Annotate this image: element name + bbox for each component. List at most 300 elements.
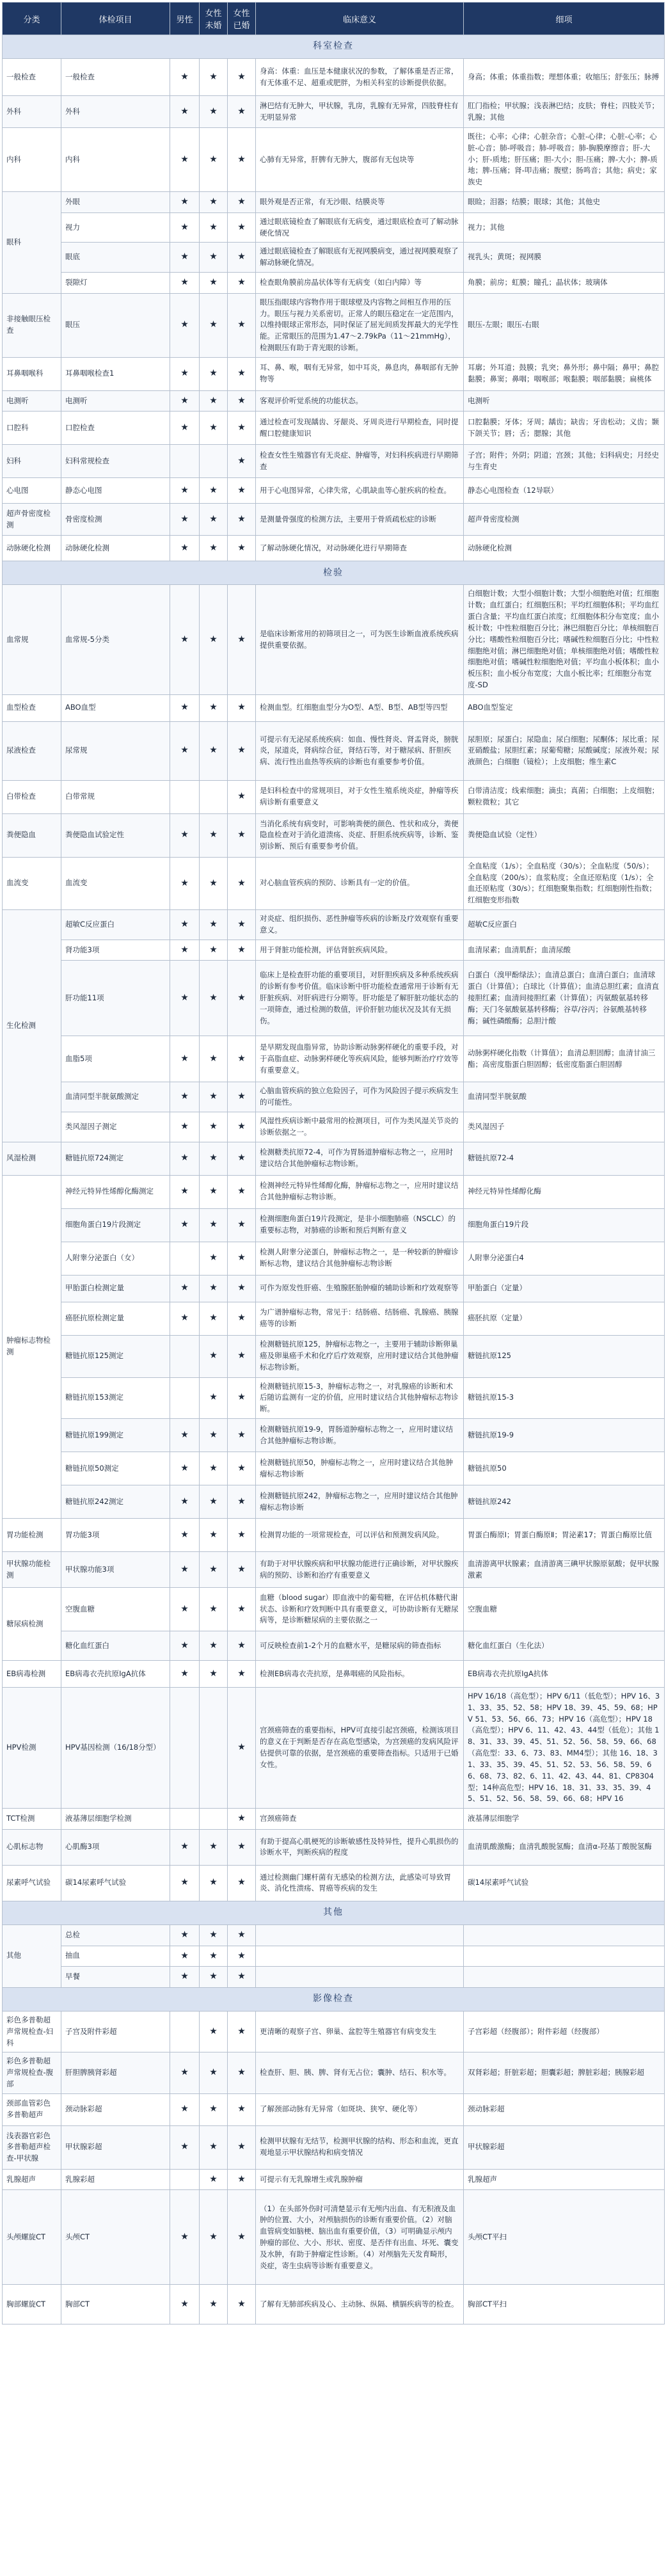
table-row — [3, 1946, 665, 1967]
item-cell: 肾功能3项 — [61, 940, 170, 961]
female-unmarried-star: ★ — [200, 504, 228, 536]
meaning-cell: 检查女性生殖器官有无炎症、肿瘤等，对妇科疾病进行早期筛查 — [256, 445, 464, 478]
meaning-cell: 有助于对甲状腺疾病和甲状腺功能进行正确诊断，对甲状腺疾病的预防、诊断和治疗有重要意义 — [256, 1552, 464, 1588]
female-unmarried-star: ★ — [200, 1142, 228, 1175]
table-row — [3, 1112, 665, 1142]
meaning-cell: 检测甲状腺有无结节，检测甲状腺的结构、形态和血流，更直观地显示甲状腺结构和病变情况 — [256, 2125, 464, 2169]
male-star: ★ — [170, 2052, 200, 2093]
meaning-cell: 血糖（blood sugar）即血液中的葡萄糖，在评估机体糖代谢状态、诊断和疗效判断中具有重要意义，可协助诊断有无糖尿病等，是诊断糖尿病的主要依据之一 — [256, 1588, 464, 1631]
male-star: ★ — [170, 2285, 200, 2324]
table-row — [3, 1302, 665, 1335]
item-cell: 空腹血糖 — [61, 1588, 170, 1631]
female-married-star: ★ — [228, 1036, 256, 1082]
category-cell: 眼科 — [3, 192, 61, 294]
meaning-cell: 眼外观是否正常，有无沙眼、结膜炎等 — [256, 192, 464, 213]
item-cell: 乳腺彩超 — [61, 2169, 170, 2190]
section-header-row — [3, 561, 665, 585]
category-cell: 彩色多普勒超声常规检查-妇科 — [3, 2011, 61, 2052]
meaning-cell: 检测糖链抗原242，肿瘤标志物之一，应用时建议结合其他肿瘤标志物诊断 — [256, 1485, 464, 1519]
item-cell: 尿常规 — [61, 721, 170, 780]
section-header-row — [3, 1901, 665, 1924]
female-unmarried-star: ★ — [200, 694, 228, 721]
table-row — [3, 1175, 665, 1208]
item-cell: HPV基因检测（16/18分型） — [61, 1688, 170, 1809]
meaning-cell: 为广谱肿瘤标志物，常见于：结肠癌、结肠癌、乳腺癌、胰腺癌等的诊断 — [256, 1302, 464, 1335]
meaning-cell: 风湿性疾病诊断中最常用的检测项目，可作为类风湿关节炎的诊断依据之一。 — [256, 1112, 464, 1142]
table-row — [3, 780, 665, 813]
meaning-cell: （1）在头部外伤时可清楚显示有无颅内出血、有无积液及血肿的位置、大小，对颅脑损伤的诊断有重要价值。（2）对脑血管病变如脑梗、脑出血有重要价值，（3）可明确显示颅内肿瘤的部位、大小、形状、密度、是否伴有出血、坏死、囊变及水肿，有助于肿瘤定性诊断。（4）对颅脑先天发育畸形，炎症，寄生虫病等诊断有重要意义。 — [256, 2190, 464, 2285]
female-unmarried-star: ★ — [200, 1419, 228, 1452]
female-unmarried-star: ★ — [200, 243, 228, 273]
meaning-cell — [256, 1946, 464, 1967]
female-married-star: ★ — [228, 1485, 256, 1519]
male-star: ★ — [170, 390, 200, 412]
item-cell: 口腔检查 — [61, 412, 170, 445]
details-cell: 乳腺超声 — [464, 2169, 665, 2190]
category-cell: 糖尿病检测 — [3, 1588, 61, 1661]
female-married-star: ★ — [228, 857, 256, 909]
item-cell: 糖链抗原50测定 — [61, 1452, 170, 1485]
meaning-cell: 可作为原发性肝癌、生殖腺胚胎肿瘤的辅助诊断和疗效观察等 — [256, 1275, 464, 1302]
table-row — [3, 1208, 665, 1242]
female-unmarried-star — [200, 1809, 228, 1830]
female-married-star: ★ — [228, 1688, 256, 1809]
male-star — [170, 1688, 200, 1809]
male-star: ★ — [170, 1631, 200, 1661]
female-unmarried-star: ★ — [200, 1335, 228, 1377]
table-row — [3, 1036, 665, 1082]
female-married-star: ★ — [228, 128, 256, 192]
female-married-star: ★ — [228, 357, 256, 390]
female-unmarried-star: ★ — [200, 412, 228, 445]
male-star: ★ — [170, 1302, 200, 1335]
table-row — [3, 940, 665, 961]
category-cell: 其他 — [3, 1924, 61, 1987]
details-cell: 颈动脉彩超 — [464, 2093, 665, 2125]
meaning-cell: 宫颈癌筛查 — [256, 1809, 464, 1830]
table-row — [3, 96, 665, 128]
meaning-cell: 检测胃功能的一项常规检查，可以评估和预测发病风险。 — [256, 1519, 464, 1552]
meaning-cell: 对炎症、组织损伤、恶性肿瘤等疾病的诊断及疗效观察有重要意义。 — [256, 910, 464, 940]
male-star: ★ — [170, 1661, 200, 1688]
details-cell: EB病毒衣壳抗原IgA抗体 — [464, 1661, 665, 1688]
details-cell: 人附睾分泌蛋白4 — [464, 1242, 665, 1275]
table-row — [3, 357, 665, 390]
table-row — [3, 1809, 665, 1830]
category-cell: 头颅螺旋CT — [3, 2190, 61, 2285]
details-cell: 血清同型半胱氨酸 — [464, 1082, 665, 1112]
female-unmarried-star: ★ — [200, 910, 228, 940]
male-star: ★ — [170, 212, 200, 243]
table-row — [3, 390, 665, 412]
item-cell: 外眼 — [61, 192, 170, 213]
category-cell: 血型检查 — [3, 694, 61, 721]
male-star: ★ — [170, 1924, 200, 1946]
meaning-cell: 对心脑血管疾病的预防、诊断具有一定的价值。 — [256, 857, 464, 909]
female-unmarried-star: ★ — [200, 536, 228, 561]
meaning-cell: 耳、鼻、喉，咽有无异常，如中耳炎，鼻息肉，鼻咽部有无肿物等 — [256, 357, 464, 390]
item-cell: EB病毒衣壳抗原IgA抗体 — [61, 1661, 170, 1688]
male-star: ★ — [170, 1829, 200, 1865]
details-cell: 眼睑；泪器；结膜；眼球；其他；其他史 — [464, 192, 665, 213]
meaning-cell: 心肺有无异常，肝脾有无肿大，腹部有无包块等 — [256, 128, 464, 192]
female-unmarried-star: ★ — [200, 1552, 228, 1588]
category-cell: HPV检测 — [3, 1688, 61, 1809]
male-star: ★ — [170, 1142, 200, 1175]
category-cell: 胸部螺旋CT — [3, 2285, 61, 2324]
female-unmarried-star: ★ — [200, 2093, 228, 2125]
details-cell: 血清尿素；血清肌酐；血清尿酸 — [464, 940, 665, 961]
details-cell: 神经元特异性烯醇化酶 — [464, 1175, 665, 1208]
male-star: ★ — [170, 1082, 200, 1112]
item-cell: 耳鼻咽喉检查1 — [61, 357, 170, 390]
item-cell: 神经元特异性烯醇化酶测定 — [61, 1175, 170, 1208]
meaning-cell: 可反映检查前1-2个月的血糖水平，是糖尿病的筛查指标 — [256, 1631, 464, 1661]
female-unmarried-star: ★ — [200, 2125, 228, 2169]
category-cell: 妇科 — [3, 445, 61, 478]
female-married-star: ★ — [228, 293, 256, 357]
item-cell: 液基薄层细胞学检测 — [61, 1809, 170, 1830]
meaning-cell: 了解颈部动脉有无异常（如斑块、狭窄、硬化等） — [256, 2093, 464, 2125]
table-row — [3, 721, 665, 780]
item-cell: 白带常规 — [61, 780, 170, 813]
item-cell: 类风湿因子测定 — [61, 1112, 170, 1142]
details-cell: ABO血型鉴定 — [464, 694, 665, 721]
meaning-cell: 身高：体重：血压是本健康状况的参数，了解体重是否正常，有无体重不足、超重或肥胖，为相关科室的诊断提供依据。 — [256, 59, 464, 96]
female-unmarried-star: ★ — [200, 96, 228, 128]
meaning-cell: 是早期发现血脂异常，协助诊断动脉粥样硬化的重要手段，对于高脂血症、动脉粥样硬化等疾病风险，能够判断治疗疗效等有重要意义。 — [256, 1036, 464, 1082]
meaning-cell: 检测糖类抗原72-4，可作为胃肠道肿瘤标志物之一，应用时建议结合其他肿瘤标志物诊断。 — [256, 1142, 464, 1175]
meaning-cell: 通过检测幽门螺杆菌有无感染的检测方法，此感染可导致胃炎、消化性溃疡、胃癌等疾病的发生 — [256, 1865, 464, 1901]
details-cell — [464, 1946, 665, 1967]
female-unmarried-star: ★ — [200, 585, 228, 694]
female-married-star: ★ — [228, 2285, 256, 2324]
female-married-star: ★ — [228, 1335, 256, 1377]
female-unmarried-star: ★ — [200, 961, 228, 1036]
category-cell: 一般检查 — [3, 59, 61, 96]
category-cell: TCT检测 — [3, 1809, 61, 1830]
female-unmarried-star: ★ — [200, 1967, 228, 1988]
table-row — [3, 536, 665, 561]
female-unmarried-star: ★ — [200, 1242, 228, 1275]
item-cell: 血流变 — [61, 857, 170, 909]
female-married-star: ★ — [228, 1275, 256, 1302]
details-cell: 子宫彩超（经腹部）；附件彩超（经腹部） — [464, 2011, 665, 2052]
item-cell: 血脂5项 — [61, 1036, 170, 1082]
details-cell — [464, 1924, 665, 1946]
meaning-cell: 用于肾脏功能检测，评估肾脏疾病风险。 — [256, 940, 464, 961]
female-married-star: ★ — [228, 96, 256, 128]
meaning-cell: 可提示有无乳腺增生或乳腺肿瘤 — [256, 2169, 464, 2190]
male-star — [170, 780, 200, 813]
category-cell: 尿素呼气试验 — [3, 1865, 61, 1901]
meaning-cell: 检测糖链抗原50，肿瘤标志物之一，应用时建议结合其他肿瘤标志物诊断 — [256, 1452, 464, 1485]
item-cell: 电测听 — [61, 390, 170, 412]
meaning-cell: 检查肝、胆、胰、脾、肾有无占位；囊肿、结石、积水等。 — [256, 2052, 464, 2093]
female-married-star: ★ — [228, 1631, 256, 1661]
meaning-cell: 了解有无肺部疾病及心、主动脉、纵隔、横膈疾病等的检查。 — [256, 2285, 464, 2324]
male-star: ★ — [170, 1519, 200, 1552]
table-row — [3, 1275, 665, 1302]
category-cell: 电测听 — [3, 390, 61, 412]
table-row — [3, 2285, 665, 2324]
header-category: 分类 — [3, 3, 61, 35]
item-cell: 视力 — [61, 212, 170, 243]
female-unmarried-star: ★ — [200, 1829, 228, 1865]
male-star: ★ — [170, 1588, 200, 1631]
meaning-cell — [256, 1924, 464, 1946]
male-star: ★ — [170, 585, 200, 694]
category-cell: 甲状腺功能检测 — [3, 1552, 61, 1588]
table-row — [3, 1865, 665, 1901]
meaning-cell: 宫颈癌筛查的重要指标，HPV可直接引起宫颈癌，检测该项目的意义在于判断是否存在高危型感染，为宫颈癌的发病风险评估提供可靠的依据，是宫颈癌的重要筛查指标。只适用于已婚女性。 — [256, 1688, 464, 1809]
details-cell: 头颅CT平扫 — [464, 2190, 665, 2285]
female-unmarried-star: ★ — [200, 59, 228, 96]
table-header-row — [3, 3, 665, 35]
category-cell: 心肌标志物 — [3, 1829, 61, 1865]
meaning-cell — [256, 1967, 464, 1988]
female-unmarried-star: ★ — [200, 1082, 228, 1112]
details-cell: 双肾彩超；肝脏彩超；胆囊彩超；脾脏彩超；胰腺彩超 — [464, 2052, 665, 2093]
details-cell: 液基薄层细胞学 — [464, 1809, 665, 1830]
male-star: ★ — [170, 2125, 200, 2169]
female-unmarried-star: ★ — [200, 1661, 228, 1688]
male-star — [170, 2011, 200, 2052]
table-row — [3, 585, 665, 694]
female-married-star: ★ — [228, 2052, 256, 2093]
details-cell: 甲胎蛋白（定量） — [464, 1275, 665, 1302]
details-cell: 糖链抗原242 — [464, 1485, 665, 1519]
table-row — [3, 1967, 665, 1988]
male-star: ★ — [170, 813, 200, 857]
category-cell: EB病毒检测 — [3, 1661, 61, 1688]
female-married-star: ★ — [228, 2190, 256, 2285]
table-row — [3, 1142, 665, 1175]
female-married-star: ★ — [228, 192, 256, 213]
table-row — [3, 1485, 665, 1519]
category-cell: 外科 — [3, 96, 61, 128]
table-row — [3, 1688, 665, 1809]
item-cell: 动脉硬化检测 — [61, 536, 170, 561]
category-cell: 动脉硬化检测 — [3, 536, 61, 561]
details-cell: 甲状腺彩超 — [464, 2125, 665, 2169]
male-star: ★ — [170, 96, 200, 128]
item-cell: ABO血型 — [61, 694, 170, 721]
category-cell: 血常规 — [3, 585, 61, 694]
details-cell: 口腔黏膜；牙体；牙周；龋齿；缺齿；牙齿松动；义齿；颞下颌关节；唇；舌；腮腺；其他 — [464, 412, 665, 445]
female-unmarried-star: ★ — [200, 192, 228, 213]
details-cell: 细胞角蛋白19片段 — [464, 1208, 665, 1242]
item-cell: 糖链抗原242测定 — [61, 1485, 170, 1519]
female-unmarried-star: ★ — [200, 1175, 228, 1208]
male-star: ★ — [170, 857, 200, 909]
male-star: ★ — [170, 1175, 200, 1208]
item-cell: 细胞角蛋白19片段测定 — [61, 1208, 170, 1242]
table-row — [3, 2011, 665, 2052]
table-row — [3, 961, 665, 1036]
item-cell: 早餐 — [61, 1967, 170, 1988]
meaning-cell: 通过眼底镜检查了解眼底有无病变，通过眼底检查可了解动脉硬化情况 — [256, 212, 464, 243]
details-cell: 粪便隐血试验（定性） — [464, 813, 665, 857]
table-row — [3, 2169, 665, 2190]
header-female-married: 女性已婚 — [228, 3, 256, 35]
female-married-star: ★ — [228, 1661, 256, 1688]
female-married-star: ★ — [228, 2169, 256, 2190]
table-row — [3, 694, 665, 721]
male-star: ★ — [170, 243, 200, 273]
details-cell: 全血粘度（1/s）；全血粘度（30/s）；全血粘度（50/s）；全血粘度（200/s）；血浆粘度；全血还原粘度（1/s）；全血还原粘度（30/s）；红细胞聚集指数；红细胞刚性指数；红细胞变形指数 — [464, 857, 665, 909]
female-unmarried-star — [200, 445, 228, 478]
header-details: 细项 — [464, 3, 665, 35]
male-star: ★ — [170, 59, 200, 96]
details-cell: 类风湿因子 — [464, 1112, 665, 1142]
item-cell: 一般检查 — [61, 59, 170, 96]
details-cell: 子宫；附件；外阴；阴道；宫颈；其他；妇科病史；月经史与生育史 — [464, 445, 665, 478]
item-cell: 糖链抗原153测定 — [61, 1377, 170, 1418]
meaning-cell: 当消化系统有病变时，可影响粪便的颜色、性状和成分，粪便隐血检查对于消化道溃疡、炎症、肝胆系统疾病等，诊断、鉴别诊断、预后有重要参考价值。 — [256, 813, 464, 857]
details-cell: 胃蛋白酶原Ⅰ；胃蛋白酶原Ⅱ；胃泌素17；胃蛋白酶原比值 — [464, 1519, 665, 1552]
female-unmarried-star: ★ — [200, 1865, 228, 1901]
meaning-cell: 检查眼角膜前房晶状体等有无病变（如白内障）等 — [256, 273, 464, 294]
female-married-star: ★ — [228, 694, 256, 721]
item-cell: 糖化血红蛋白 — [61, 1631, 170, 1661]
female-unmarried-star: ★ — [200, 2169, 228, 2190]
female-married-star: ★ — [228, 412, 256, 445]
female-married-star: ★ — [228, 1924, 256, 1946]
details-cell: 血清肌酸激酶；血清乳酸脱氢酶；血清α-羟基丁酸脱氢酶 — [464, 1829, 665, 1865]
female-married-star: ★ — [228, 1967, 256, 1988]
table-row — [3, 2125, 665, 2169]
meaning-cell: 是妇科检查中的常规项目，对于女性生殖系统炎症，肿瘤等疾病诊断有重要意义 — [256, 780, 464, 813]
details-cell: 糖链抗原19-9 — [464, 1419, 665, 1452]
meaning-cell: 通过眼底镜检查了解眼底有无视网膜病变，通过视网膜观察了解动脉硬化情况。 — [256, 243, 464, 273]
table-row — [3, 293, 665, 357]
meaning-cell: 是测量骨强度的检测方法，主要用于骨质疏松症的诊断 — [256, 504, 464, 536]
female-married-star: ★ — [228, 2125, 256, 2169]
female-unmarried-star: ★ — [200, 1924, 228, 1946]
male-star: ★ — [170, 1485, 200, 1519]
category-cell: 彩色多普勒超声常规检查-腹部 — [3, 2052, 61, 2093]
category-cell: 颈部血管彩色多普勒超声 — [3, 2093, 61, 2125]
male-star: ★ — [170, 273, 200, 294]
female-married-star: ★ — [228, 940, 256, 961]
meaning-cell: 用于心电图异常，心律失常，心肌缺血等心脏疾病的检查。 — [256, 478, 464, 504]
male-star: ★ — [170, 2190, 200, 2285]
female-married-star: ★ — [228, 1829, 256, 1865]
item-cell: 肝功能11项 — [61, 961, 170, 1036]
item-cell: 糖链抗原199测定 — [61, 1419, 170, 1452]
details-cell: 身高；体重；体重指数；理想体重；收缩压；舒张压；脉搏 — [464, 59, 665, 96]
item-cell: 子宫及附件彩超 — [61, 2011, 170, 2052]
female-unmarried-star: ★ — [200, 1275, 228, 1302]
details-cell: 电测听 — [464, 390, 665, 412]
details-cell: 糖化血红蛋白（生化法） — [464, 1631, 665, 1661]
details-cell: 空腹血糖 — [464, 1588, 665, 1631]
female-married-star: ★ — [228, 1142, 256, 1175]
female-married-star: ★ — [228, 1377, 256, 1418]
female-unmarried-star: ★ — [200, 1588, 228, 1631]
header-male: 男性 — [170, 3, 200, 35]
details-cell: 白细胞计数；大型小细胞计数；大型小细胞绝对值；红细胞计数；血红蛋白；红细胞压积；平均红细胞体积；平均血红蛋白含量；平均血红蛋白浓度；红细胞体积分布宽度；血小板计数；中性粒细胞百分比；淋巴细胞百分比；单核细胞百分比；嗜酸性粒细胞百分比；嗜碱性粒细胞百分比；中性粒细胞绝对值；淋巴细胞绝对值；单核细胞绝对值；嗜酸性粒细胞绝对值；嗜碱性粒细胞绝对值；平均血小板体积；血小板压积；血小板分布宽度；大血小板比率；红细胞分布宽度-SD — [464, 585, 665, 694]
table-row — [3, 1377, 665, 1418]
female-married-star: ★ — [228, 1946, 256, 1967]
details-cell: HPV 16/18（高危型）；HPV 6/11（低危型）；HPV 16、31、33、35、52、58；HPV 18、39、45、59、68；HPV 51、53、56、66、73；HPV 16（高危型）；HPV 18（高危型）；HPV 6、11、42、43、44型（低危）；其他 18、31、33、39、45、51、52、56、58、59、66、68（高危型：33、6、73、83、MM4型）；其他 16、18、31、33、35、39、45、51、52、53、56、58、59、66、68、73、82、6、11、42、43、44、81、CP8304型；14种高危型；HPV 16、18、31、33、35、39、45、51、52、56、58、59、66、68；HPV 16 — [464, 1688, 665, 1809]
table-row — [3, 59, 665, 96]
item-cell: 头颅CT — [61, 2190, 170, 2285]
meaning-cell: 检测细胞角蛋白19片段测定，是非小细胞肺癌（NSCLC）的重要标志物，对肺癌的诊断和预后判断有意义 — [256, 1208, 464, 1242]
item-cell: 血常规-5分类 — [61, 585, 170, 694]
male-star: ★ — [170, 412, 200, 445]
female-married-star: ★ — [228, 1552, 256, 1588]
meaning-cell: 心脑血管疾病的独立危险因子，可作为风险因子提示疾病发生的可能性。 — [256, 1082, 464, 1112]
female-married-star: ★ — [228, 2011, 256, 2052]
category-cell: 口腔科 — [3, 412, 61, 445]
female-married-star: ★ — [228, 273, 256, 294]
female-married-star: ★ — [228, 478, 256, 504]
female-married-star: ★ — [228, 961, 256, 1036]
table-row — [3, 1335, 665, 1377]
female-unmarried-star: ★ — [200, 1208, 228, 1242]
table-row — [3, 1924, 665, 1946]
meaning-cell: 眼压指眼球内容物作用于眼球壁及内容物之间相互作用的压力。眼压与视力关系密切。正常人的眼压稳定在一定范围内，以维持眼球正常形态，同时保证了屈光间质发挥最大的光学性能。正常眼压的范围为1.47～2.79kPa（11～21mmHg），检测眼压有助于青光眼的诊断。 — [256, 293, 464, 357]
male-star: ★ — [170, 128, 200, 192]
meaning-cell: 临床上是检查肝功能的重要项目，对肝胆疾病及多种系统疾病的诊断有参考价值。临床诊断中肝功能检查通常用于诊断有无肝脏疾病、对肝病进行分期等。肝功能是了解肝脏功能状态的一项筛查，通过检测的数值，评价肝脏功能状况及其有无损伤。 — [256, 961, 464, 1036]
male-star: ★ — [170, 940, 200, 961]
item-cell: 肝胆脾胰肾彩超 — [61, 2052, 170, 2093]
female-unmarried-star: ★ — [200, 2011, 228, 2052]
male-star: ★ — [170, 1452, 200, 1485]
category-cell: 尿液检查 — [3, 721, 61, 780]
section-header-row — [3, 35, 665, 59]
female-unmarried-star: ★ — [200, 1946, 228, 1967]
section-title: 检验 — [3, 561, 665, 585]
details-cell: 肛门指检；甲状腺；浅表淋巴结；皮肤；脊柱；四肢关节；乳腺；其他 — [464, 96, 665, 128]
item-cell: 心肌酶3项 — [61, 1829, 170, 1865]
category-cell: 内科 — [3, 128, 61, 192]
male-star: ★ — [170, 2093, 200, 2125]
header-female-unmarried: 女性未婚 — [200, 3, 228, 35]
table-row — [3, 910, 665, 940]
female-unmarried-star: ★ — [200, 1631, 228, 1661]
category-cell: 乳腺超声 — [3, 2169, 61, 2190]
meaning-cell: 检测糖链抗原15-3，肿瘤标志物之一，对乳腺癌的诊断和术后随访监测有一定的价值，应用时建议结合其他肿瘤标志物诊断。 — [256, 1377, 464, 1418]
female-married-star: ★ — [228, 59, 256, 96]
female-unmarried-star: ★ — [200, 721, 228, 780]
male-star: ★ — [170, 1865, 200, 1901]
table-row — [3, 1242, 665, 1275]
details-cell: 超声骨密度检测 — [464, 504, 665, 536]
female-unmarried-star: ★ — [200, 1485, 228, 1519]
male-star: ★ — [170, 504, 200, 536]
male-star — [170, 445, 200, 478]
female-unmarried-star: ★ — [200, 857, 228, 909]
table-row — [3, 1829, 665, 1865]
category-cell: 超声骨密度检测 — [3, 504, 61, 536]
header-clinical-meaning: 临床意义 — [256, 3, 464, 35]
details-cell: 糖链抗原15-3 — [464, 1377, 665, 1418]
table-row — [3, 1552, 665, 1588]
female-married-star: ★ — [228, 910, 256, 940]
meaning-cell: 淋巴结有无肿大，甲状腺，乳房，乳腺有无异常，四肢脊柱有无明显异常 — [256, 96, 464, 128]
details-cell: 耳廓；外耳道；鼓膜；乳突；鼻外形；鼻中隔；鼻甲；鼻腔黏膜；鼻窦；鼻咽；咽喉部；喉黏膜；咽部黏膜；扁桃体 — [464, 357, 665, 390]
female-unmarried-star: ★ — [200, 1302, 228, 1335]
female-unmarried-star: ★ — [200, 293, 228, 357]
item-cell: 甲状腺彩超 — [61, 2125, 170, 2169]
female-unmarried-star: ★ — [200, 2190, 228, 2285]
item-cell: 眼底 — [61, 243, 170, 273]
table-row — [3, 1419, 665, 1452]
details-cell: 尿胆原；尿蛋白；尿隐血；尿白细胞；尿酮体；尿比重；尿亚硝酸盐；尿胆红素；尿葡萄糖；尿酸碱度；尿液外观；尿液颜色；白细胞（镜检）；上皮细胞；维生素C — [464, 721, 665, 780]
